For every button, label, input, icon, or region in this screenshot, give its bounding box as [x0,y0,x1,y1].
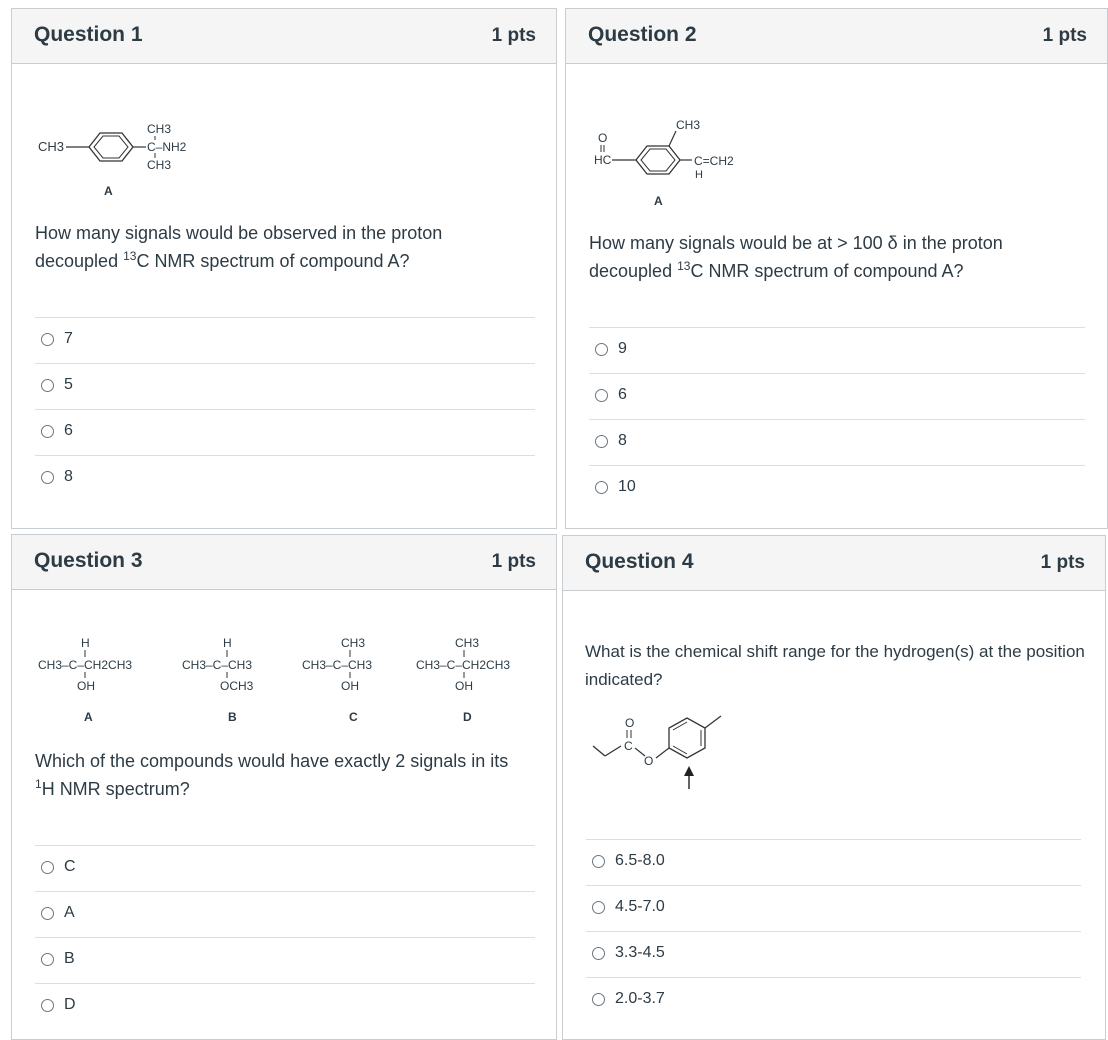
q2-vinyl-h: H [695,169,703,181]
answer-option[interactable]: 2.0-3.7 [586,978,1081,1024]
q4-carbonyl-o: O [625,716,635,730]
answer-option[interactable]: C [35,846,535,892]
q3-a-bottom: OH [77,679,95,693]
q3-c-main: CH3–C–CH3 [302,658,373,672]
q3-b-top: H [223,636,232,650]
question-2-answers [589,327,1085,512]
q2-ch3: CH3 [676,118,701,132]
question-4-panel [562,535,1106,1040]
answer-option[interactable]: 4.5-7.0 [586,886,1081,932]
q3-b-bottom: OCH3 [220,679,254,693]
q3-a-label: A [84,710,93,724]
question-3-header [12,535,556,590]
q4-carbon: C [624,739,633,753]
question-3-answers [35,845,535,1030]
answer-option[interactable]: B [35,938,535,984]
q2-vinyl: C=CH2 [694,154,734,168]
radio-button[interactable] [41,953,54,966]
answer-option[interactable]: 8 [35,456,535,502]
q3-d-bottom: OH [455,679,473,693]
question-1-points: 1 pts [491,25,536,46]
radio-button[interactable] [41,861,54,874]
radio-button[interactable] [595,435,608,448]
radio-button[interactable] [592,901,605,914]
question-2-points: 1 pts [1042,25,1087,46]
answer-option[interactable]: 8 [589,420,1085,466]
q3-d-top: CH3 [455,636,480,650]
question-2-structure [588,109,788,215]
question-4-structure [589,706,759,806]
answer-option[interactable]: 6 [589,374,1085,420]
question-1-text: How many signals would be observed in the proton decoupled $^{13}$C NMR spectrum of compound A? [35,223,443,271]
q2-carbonyl-o: O [598,131,608,145]
q3-a-top: H [81,636,90,650]
answer-option[interactable]: A [35,892,535,938]
q1-c-nh2: C–NH2 [147,140,187,154]
radio-button[interactable] [592,993,605,1006]
radio-button[interactable] [592,947,605,960]
q3-c-top: CH3 [341,636,366,650]
question-1-structure [34,107,234,202]
question-1-answers [35,317,535,502]
answer-option[interactable]: 5 [35,364,535,410]
answer-option[interactable]: 6.5-8.0 [586,840,1081,886]
radio-button[interactable] [595,389,608,402]
question-4-header [563,536,1105,591]
answer-option[interactable]: 7 [35,318,535,364]
question-3-text: Which of the compounds would have exactly 2 signals in its $^1$H NMR spectrum? [35,751,509,799]
answer-option[interactable]: 10 [589,466,1085,512]
q2-hc: HC [594,153,612,167]
question-3-panel [11,534,557,1040]
question-1-title: Question 1 [34,23,143,46]
question-2-header [566,9,1107,64]
radio-button[interactable] [592,855,605,868]
question-1-header [12,9,556,64]
answer-option[interactable]: 3.3-4.5 [586,932,1081,978]
question-4-title: Question 4 [585,550,694,573]
radio-button[interactable] [595,343,608,356]
q3-a-main: CH3–C–CH2CH3 [38,658,133,672]
q4-ester-o: O [644,754,654,768]
question-3-points: 1 pts [491,551,536,572]
question-4-answers [586,839,1081,1024]
question-2-title: Question 2 [588,23,697,46]
radio-button[interactable] [41,999,54,1012]
answer-option[interactable]: 9 [589,328,1085,374]
q1-ch3-bottom: CH3 [147,158,172,172]
q3-b-main: CH3–C–CH3 [182,658,253,672]
question-1-panel [11,8,557,529]
question-3-title: Question 3 [34,549,143,572]
q3-c-label: C [349,710,358,724]
answer-option[interactable]: D [35,984,535,1030]
question-2-text: How many signals would be at > 100 δ in the proton decoupled $^{13}$C NMR spectrum of compound A? [589,233,1003,281]
q1-ch3-left: CH3 [38,139,65,154]
question-3-structures [34,635,544,730]
q3-d-main: CH3–C–CH2CH3 [416,658,511,672]
radio-button[interactable] [41,425,54,438]
q4-position-arrowhead [684,766,694,776]
q3-b-label: B [228,710,237,724]
q2-compound-label: A [654,194,663,208]
radio-button[interactable] [595,481,608,494]
q1-ch3-top: CH3 [147,122,172,136]
question-4-points: 1 pts [1040,552,1085,573]
q3-d-label: D [463,710,472,724]
answer-option[interactable]: 6 [35,410,535,456]
radio-button[interactable] [41,471,54,484]
q3-c-bottom: OH [341,679,359,693]
radio-button[interactable] [41,379,54,392]
question-2-panel [565,8,1108,529]
question-4-text: What is the chemical shift range for the hydrogen(s) at the position indicated? [585,642,1085,689]
radio-button[interactable] [41,907,54,920]
radio-button[interactable] [41,333,54,346]
q1-compound-label: A [104,184,113,198]
